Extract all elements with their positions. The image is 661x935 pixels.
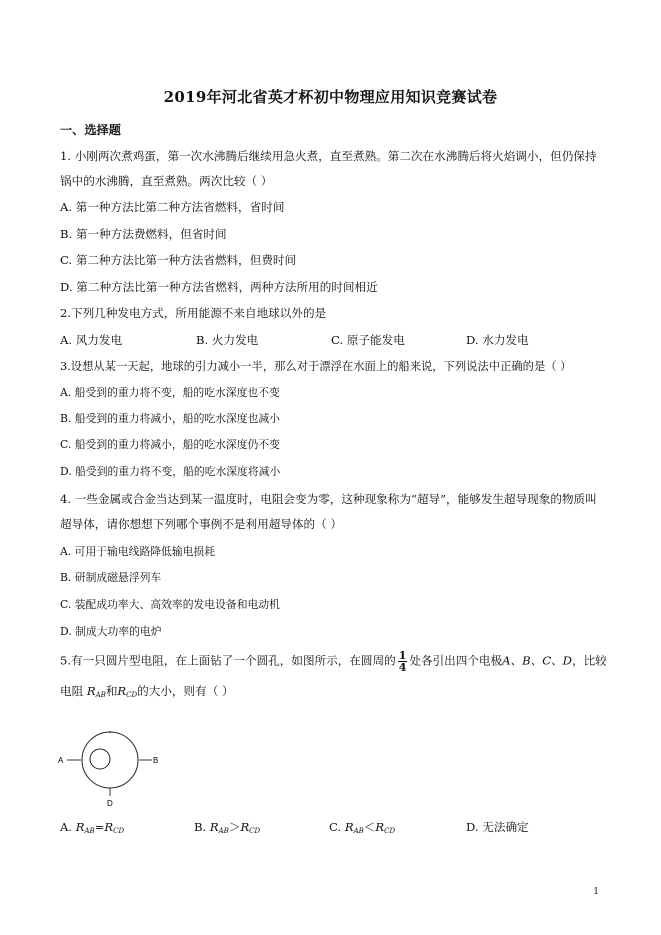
q1-option-d: D. 第二种方法比第一种方法省燃料，两种方法所用的时间相近 [60, 280, 378, 294]
q5-subscript-cd: CD [249, 827, 261, 835]
q5-subscript-ab: AB [218, 827, 229, 835]
q4-option-d: D. 制成大功率的电炉 [60, 625, 162, 638]
q5-fraction-numerator: 1 [398, 649, 407, 662]
q1-option-a: A. 第一种方法比第二种方法省燃料，省时间 [60, 200, 285, 214]
q3-option-d: D. 船受到的重力将不变，船的吃水深度将减小 [60, 465, 281, 478]
q4-option-b: B. 研制成磁悬浮列车 [60, 571, 162, 584]
q5-stem-text-e: 的大小，则有（ ） [137, 684, 234, 698]
page-number: 1 [593, 887, 599, 897]
q5-option-d: D. 无法确定 [466, 820, 529, 834]
q5-option-a-prefix: A. [60, 820, 76, 834]
q5-relation-less: ＜ [363, 820, 376, 834]
q5-subscript-ab: AB [84, 827, 95, 835]
q4-stem-line2: 超导体，请你想想下列哪个事例不是利用超导体的（ ） [60, 517, 342, 531]
q5-r-symbol: R [117, 684, 127, 698]
q5-subscript-cd: CD [113, 827, 125, 835]
q5-subscript-ab: AB [95, 691, 106, 699]
q5-option-c [329, 819, 395, 839]
q5-stem-text-c: ，比较 [571, 653, 607, 668]
disc-resistor-figure [56, 730, 166, 812]
q1-stem-line2: 锅中的水沸腾，直至煮熟。两次比较（ ） [60, 174, 273, 188]
q3-option-b: B. 船受到的重力将减小，船的吃水深度也减小 [60, 412, 280, 425]
q3-option-a: A. 船受到的重力将不变，船的吃水深度也不变 [60, 386, 280, 399]
label-a: A [58, 756, 64, 765]
q4-option-a: A. 可用于输电线路降低输电损耗 [60, 545, 216, 558]
q2-option-c: C. 原子能发电 [331, 333, 405, 347]
q5-and-text: 和 [105, 684, 118, 698]
q5-stem-line1 [60, 650, 607, 673]
q5-electrode-labels: A、B、C、D [502, 653, 572, 668]
q5-subscript-ab: AB [353, 827, 364, 835]
q5-option-b [194, 819, 260, 839]
q5-relation-equal: = [94, 820, 105, 834]
q5-subscript-cd: CD [384, 827, 396, 835]
q5-r-symbol: R [209, 820, 219, 834]
q5-stem-line2 [60, 683, 234, 703]
q5-r-symbol: R [375, 820, 385, 834]
q4-option-c: C. 装配成功率大、高效率的发电设备和电动机 [60, 598, 280, 611]
q1-stem-line1: 1. 小刚两次煮鸡蛋，第一次水沸腾后继续用急火煮，直至煮熟。第二次在水沸腾后将火焰调小，但仍保持 [60, 149, 597, 163]
q5-stem-text-d: 电阻 [60, 684, 87, 698]
q5-fraction [398, 650, 408, 673]
q4-stem-line1: 4. 一些金属或合金当达到某一温度时，电阻会变为零，这种现象称为“超导”，能够发生超导现象的物质叫 [60, 492, 597, 506]
q5-r-symbol: R [75, 820, 85, 834]
q2-option-b: B. 火力发电 [196, 333, 259, 347]
q3-option-c: C. 船受到的重力将减小，船的吃水深度仍不变 [60, 438, 280, 451]
q5-r-symbol: R [86, 684, 96, 698]
q5-option-a [60, 819, 124, 839]
q5-stem-text-a: 5.有一只圆片型电阻，在上面钻了一个圆孔，如图所示，在圆周的 [60, 653, 396, 668]
q5-option-c-prefix: C. [329, 820, 345, 834]
exam-title: 2019年河北省英才杯初中物理应用知识竞赛试卷 [163, 88, 498, 106]
q2-option-d: D. 水力发电 [466, 333, 529, 347]
q3-stem: 3.设想从某一天起，地球的引力减小一半，那么对于漂浮在水面上的船来说，下列说法中正确的是（ ） [60, 360, 572, 373]
q5-r-symbol: R [104, 820, 114, 834]
q1-option-c: C. 第二种方法比第一种方法省燃料，但费时间 [60, 253, 297, 267]
label-b: B [153, 756, 159, 765]
q2-stem: 2.下列几种发电方式，所用能源不来自地球以外的是 [60, 306, 327, 320]
q2-option-a: A. 风力发电 [60, 333, 123, 347]
q5-stem-text-b: 处各引出四个电极 [409, 653, 503, 668]
q5-r-symbol: R [344, 820, 354, 834]
q1-option-b: B. 第一种方法费燃料，但省时间 [60, 227, 227, 241]
q5-subscript-cd: CD [126, 691, 138, 699]
label-d: D [107, 799, 113, 808]
q5-fraction-denominator: 4 [398, 661, 407, 674]
q5-option-b-prefix: B. [194, 820, 210, 834]
hole-outline [90, 749, 110, 769]
q5-relation-greater: ＞ [228, 820, 241, 834]
section-heading: 一、选择题 [60, 123, 121, 137]
q5-r-symbol: R [240, 820, 250, 834]
